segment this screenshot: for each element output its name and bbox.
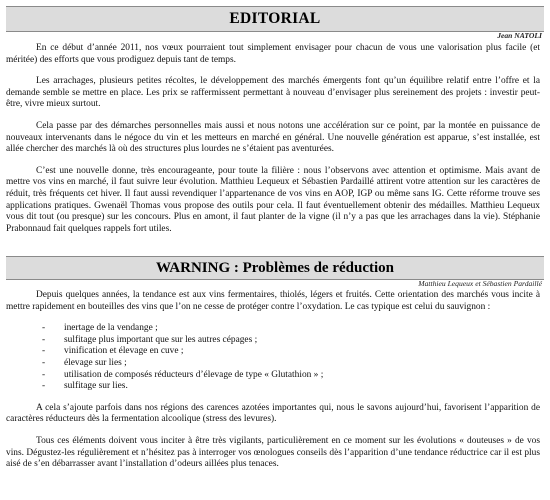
list-item [6,335,540,347]
editorial-paragraph: En ce début d’année 2011, nos vœux pourraient tout simplement envisager pour chacun de vous une valorisation plus facile (et méritée) des efforts que vous prodiguez depuis tant de temps. [6,43,540,65]
warning-body [6,290,540,481]
list-item [6,370,540,382]
editorial-paragraph: C’est une nouvelle donne, très encourageante, pour toute la filière : nous l’observons avec attention et optimisme. Mais avant de mettre vos vins en marché, il faut suivre leur évolution. Matthieu Lequeux et Sébastien Pardaillé attirent votre attention sur les caractères de réduit, très fréquents cet hiver. Il faut aussi revendiquer l’appartenance de vos vins en AOP, IGP ou même sans IG. Cette réforme trouve ses applications pratiques. Gwenaël Thomas vous propose des outils pour cela. Il faut éventuellement obtenir des médailles. Matthieu Lequeux vous dit tout (ou presque) sur les concours. Plus en amont, il faut planter de la vigne (il n’y a pas que les arrachages dans la vie). Stéphanie Prabonnaud fait quelques rappels fort utiles. [6,165,540,234]
bullet-marker: - [42,381,46,392]
list-item-text: sulfitage plus important que sur les autres cépages ; [64,334,258,345]
warning-paragraph: Tous ces éléments doivent vous inciter à être très vigilants, particulièrement en ce moment sur les évolutions « douteuses » de vos vins. Dégustez-les régulièrement et n’hésitez pas à interroger vos œnologues conseils dès l’apparition d’une tendance réductrice car il est plus aisé de s’en débarrasser avant l’installation d’odeurs aillées plus tenaces. [6,435,540,470]
warning-bullet-list [6,323,540,393]
bullet-marker: - [42,323,46,334]
warning-author: Matthieu Lequeux et Sébastien Pardaillé [418,279,542,288]
list-item [6,358,540,370]
editorial-author: Jean NATOLI [497,31,542,40]
bullet-marker: - [42,369,46,380]
warning-heading: WARNING : Problèmes de réduction [6,256,544,280]
warning-intro: Depuis quelques années, la tendance est aux vins fermentaires, thiolés, légers et fruités. Cette orientation des marchés vous incite à mettre rapidement en bouteilles des vins que l’on ne cesse de protéger contre l’oxydation. Le cas typique est celui du sauvignon : [6,290,540,312]
list-item-text: utilisation de composés réducteurs d’élevage de type « Glutathion » ; [64,369,324,380]
bullet-marker: - [42,346,46,357]
editorial-paragraph: Les arrachages, plusieurs petites récoltes, le développement des marchés émergents font qu’un équilibre relatif entre l’offre et la demande semble se mettre en place. Les prix se raffermissent permettant à nouveau d’envisager plus sereinement des projets : investir peut-être, vivre mieux surtout. [6,76,540,110]
editorial-body [6,43,540,245]
list-item [6,323,540,335]
list-item-text: sulfitage sur lies. [64,381,128,392]
bullet-marker: - [42,334,46,345]
list-item-text: élevage sur lies ; [64,357,127,368]
list-item [6,346,540,358]
editorial-paragraph: Cela passe par des démarches personnelles mais aussi et nous notons une accélération sur ce point, par la montée en puissance de nouveaux intervenants dans le négoce du vin et les metteurs en marché en général. Une nouvelle génération est apparue, s’est installée, est allée chercher des marchés là où des structures plus lourdes ne s’étaient pas aventurées. [6,120,540,155]
list-item-text: vinification et élevage en cuve ; [64,346,184,357]
list-item [6,381,540,393]
list-item-text: inertage de la vendange ; [64,323,158,334]
warning-paragraph: A cela s’ajoute parfois dans nos régions des carences azotées importantes qui, nous le savons aujourd’hui, favorisent l’apparition de caractères réducteurs dès la fermentation alcoolique (stress des levures). [6,402,540,425]
bullet-marker: - [42,357,46,368]
editorial-heading: EDITORIAL [6,6,544,32]
